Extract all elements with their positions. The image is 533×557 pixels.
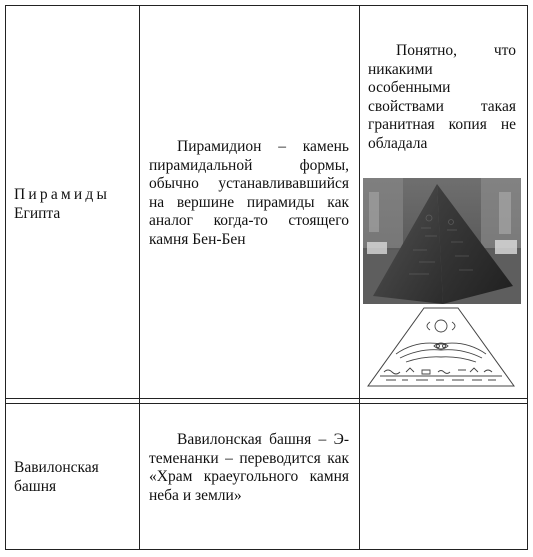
row1-name-line1: Пирамиды: [14, 186, 111, 203]
row1-name: [14, 186, 134, 223]
row2-description: Вавилонская башня – Э-теменанки – переводится как «Храм краеугольного камня неба и земли»: [149, 431, 349, 504]
pyramidion-drawing: [366, 306, 516, 392]
row2-name: [14, 459, 134, 496]
column-divider: [359, 5, 360, 550]
column-divider: [139, 5, 140, 550]
row1-name-line2: Египта: [14, 204, 61, 222]
row-divider: [5, 403, 528, 404]
row1-description: Пирамидион – камень пирамидальной формы, обычно устанавливавшийся на вершине пирамиды как аналог когда-то стоящего камня Бен-Бен: [149, 138, 349, 248]
pyramidion-photo: [363, 178, 521, 304]
row1-note: Понятно, что никакими особенными свойствами такая гранитная копия не обладала: [368, 42, 516, 152]
row2-name-line1: Вавилонская: [14, 459, 99, 476]
row2-name-line2: башня: [14, 477, 57, 495]
row-divider: [5, 398, 528, 399]
